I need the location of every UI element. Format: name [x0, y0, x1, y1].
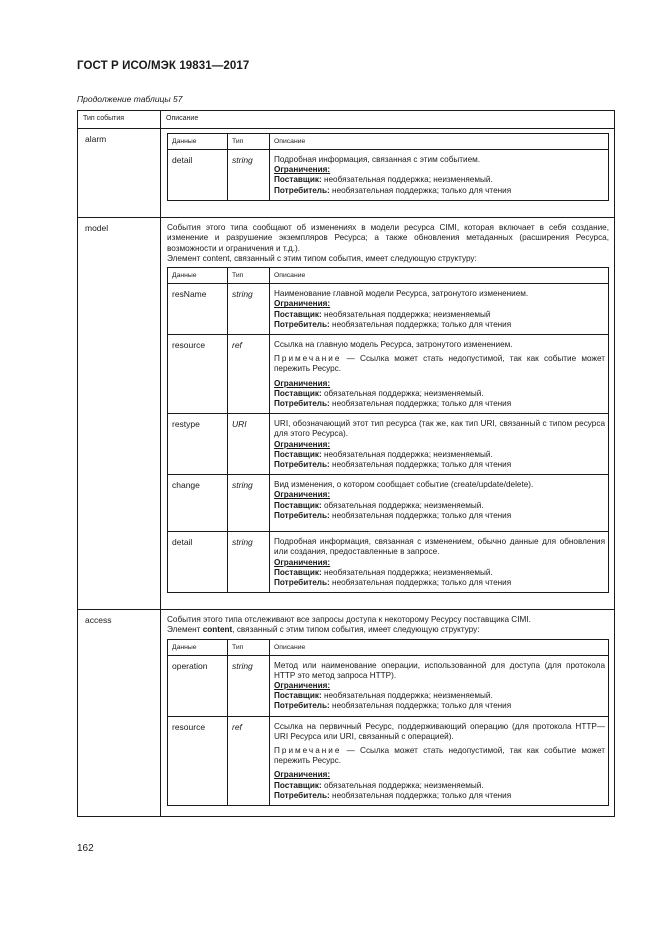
col-event-type: Тип события [78, 111, 161, 129]
inner-table-alarm [167, 133, 609, 201]
note [274, 746, 605, 766]
field-description [270, 475, 609, 532]
field-text: Вид изменения, о котором сообщает событие (create/update/delete). [274, 480, 534, 490]
consumer-label: Потребитель: [274, 790, 330, 800]
supplier-label: Поставщик: [274, 780, 322, 790]
consumer-label: Потребитель: [274, 701, 330, 711]
consumer-label: Потребитель: [274, 510, 330, 520]
supplier-value: необязательная поддержка; неизменяемый. [323, 691, 493, 701]
table-row [168, 150, 609, 201]
table-row [168, 532, 609, 593]
field-name: change [168, 475, 228, 532]
table-row [168, 475, 609, 532]
table-row [168, 284, 609, 335]
note [274, 354, 605, 374]
field-text: URI, обозначающий этот тип ресурса (так же, как тип URI, связанный с типом ресурса для этого Ресурса). [274, 419, 605, 439]
supplier-label: Поставщик: [274, 449, 322, 459]
note-text: — Ссылка может стать недопустимой, так как событие может пережить Ресурс. [274, 354, 605, 374]
event-desc-access [161, 610, 615, 817]
consumer-label: Потребитель: [274, 460, 330, 470]
inner-col-type: Тип [228, 268, 270, 284]
col-description: Описание [161, 111, 615, 129]
field-description [270, 284, 609, 335]
supplier-value: обязательная поддержка; неизменяемый. [323, 780, 484, 790]
inner-col-desc: Описание [270, 268, 609, 284]
document-header: ГОСТ Р ИСО/МЭК 19831—2017 [77, 60, 250, 72]
table-row [168, 414, 609, 475]
access-intro-part: Элемент [167, 625, 203, 635]
note-text: — Ссылка может стать недопустимой, так как событие может пережить Ресурс. [274, 745, 605, 766]
field-text: Метод или наименование операции, использованной для доступа (для протокола HTTP это метод запроса HTTP). [274, 660, 605, 680]
event-row-access [78, 610, 615, 817]
field-description [270, 414, 609, 475]
table-continuation-caption: Продолжение таблицы 57 [77, 94, 183, 104]
field-name: detail [168, 150, 228, 201]
consumer-label: Потребитель: [274, 185, 330, 195]
field-text: Подробная информация, связанная с этим событием. [274, 155, 481, 164]
field-text: Ссылка на первичный Ресурс, поддерживающий операцию (для протокола HTTP—URI Ресурса или URI, связанный с операцией). [274, 721, 605, 741]
access-intro: События этого типа отслеживают все запросы доступа к некоторому Ресурсу поставщика CIMI. [167, 615, 531, 625]
field-description [270, 655, 609, 716]
inner-table-access [167, 639, 609, 806]
field-type: ref [228, 335, 270, 414]
field-description [270, 532, 609, 593]
inner-col-data: Данные [168, 639, 228, 655]
field-type: string [228, 475, 270, 532]
consumer-value: необязательная поддержка; только для чтения [332, 460, 512, 470]
supplier-value: необязательная поддержка; неизменяемый. [323, 567, 493, 577]
event-type-alarm: alarm [78, 129, 161, 218]
constraints-label: Ограничения: [274, 680, 331, 690]
field-text: Наименование главной модели Ресурса, затронутого изменением. [274, 289, 529, 299]
event-desc-model [161, 217, 615, 609]
consumer-label: Потребитель: [274, 399, 330, 409]
inner-col-type: Тип [228, 134, 270, 150]
supplier-label: Поставщик: [274, 691, 322, 701]
supplier-label: Поставщик: [274, 388, 322, 398]
note-label: Примечание [274, 745, 342, 755]
consumer-value: необязательная поддержка; только для чтения [332, 319, 512, 329]
supplier-value: обязательная поддержка; неизменяемый. [323, 388, 484, 398]
field-name: resource [168, 335, 228, 414]
event-type-model: model [78, 217, 161, 609]
table-row [168, 335, 609, 414]
consumer-value: необязательная поддержка; только для чтения [332, 399, 512, 409]
field-type: string [228, 655, 270, 716]
inner-col-desc: Описание [270, 639, 609, 655]
model-intro: События этого типа сообщают об изменениях в модели ресурса CIMI, которая включает в себя создание, изменение и разрушение экземпляров Ресурса; а также обновления метаданных (расширения Ресурса, возможности и ограничения и т.д.). [167, 222, 609, 253]
access-intro-structure [167, 625, 609, 635]
constraints-label: Ограничения: [274, 490, 331, 500]
constraints-label: Ограничения: [274, 165, 331, 175]
access-intro-part: , связанный с этим типом события, имеет следующую структуру: [232, 625, 480, 635]
supplier-label: Поставщик: [274, 567, 322, 577]
field-text: Ссылка на главную модель Ресурса, затронутого изменением. [274, 340, 513, 350]
supplier-value: обязательная поддержка; неизменяемый. [323, 500, 484, 510]
access-intro-content-keyword: content [202, 625, 233, 635]
event-desc-alarm [161, 129, 615, 218]
supplier-label: Поставщик: [274, 500, 322, 510]
consumer-value: необязательная поддержка; только для чтения [332, 577, 512, 587]
supplier-value: необязательная поддержка; неизменяемый. [323, 449, 493, 459]
field-type: string [228, 284, 270, 335]
constraints-label: Ограничения: [274, 378, 331, 388]
consumer-label: Потребитель: [274, 577, 330, 587]
field-description [270, 716, 609, 805]
constraints-label: Ограничения: [274, 770, 331, 780]
consumer-value: необязательная поддержка; только для чтения [332, 185, 512, 195]
field-name: resName [168, 284, 228, 335]
inner-col-desc: Описание [270, 134, 609, 150]
supplier-value: необязательная поддержка; неизменяемый. [323, 175, 493, 185]
consumer-value: необязательная поддержка; только для чтения [332, 510, 512, 520]
field-description [270, 150, 609, 201]
field-name: detail [168, 532, 228, 593]
field-name: operation [168, 655, 228, 716]
inner-table-model [167, 267, 609, 593]
consumer-value: необязательная поддержка; только для чтения [332, 790, 512, 800]
note-label: Примечание [274, 354, 342, 364]
constraints-label: Ограничения: [274, 439, 331, 449]
field-type: string [228, 532, 270, 593]
model-intro-structure: Элемент content, связанный с этим типом события, имеет следующую структуру: [167, 254, 477, 264]
table-header-row [78, 111, 615, 129]
table-row [168, 716, 609, 805]
inner-col-type: Тип [228, 639, 270, 655]
field-type: string [228, 150, 270, 201]
events-table [77, 110, 615, 817]
constraints-label: Ограничения: [274, 299, 331, 309]
supplier-label: Поставщик: [274, 309, 322, 319]
inner-col-data: Данные [168, 134, 228, 150]
constraints-label: Ограничения: [274, 557, 331, 567]
table-row [168, 655, 609, 716]
inner-col-data: Данные [168, 268, 228, 284]
page-number: 162 [77, 843, 94, 854]
supplier-label: Поставщик: [274, 175, 322, 185]
field-type: ref [228, 716, 270, 805]
inner-header-row [168, 268, 609, 284]
field-name: restype [168, 414, 228, 475]
consumer-value: необязательная поддержка; только для чтения [332, 701, 512, 711]
event-type-access: access [78, 610, 161, 817]
field-name: resource [168, 716, 228, 805]
inner-header-row [168, 639, 609, 655]
supplier-value: необязательная поддержка; неизменяемый [323, 309, 491, 319]
field-text: Подробная информация, связанная с изменением, обычно данные для обновления или создания, предоставленные в запросе. [274, 537, 605, 557]
field-description [270, 335, 609, 414]
event-row-model [78, 217, 615, 609]
event-row-alarm [78, 129, 615, 218]
consumer-label: Потребитель: [274, 319, 330, 329]
inner-header-row [168, 134, 609, 150]
field-type: URI [228, 414, 270, 475]
